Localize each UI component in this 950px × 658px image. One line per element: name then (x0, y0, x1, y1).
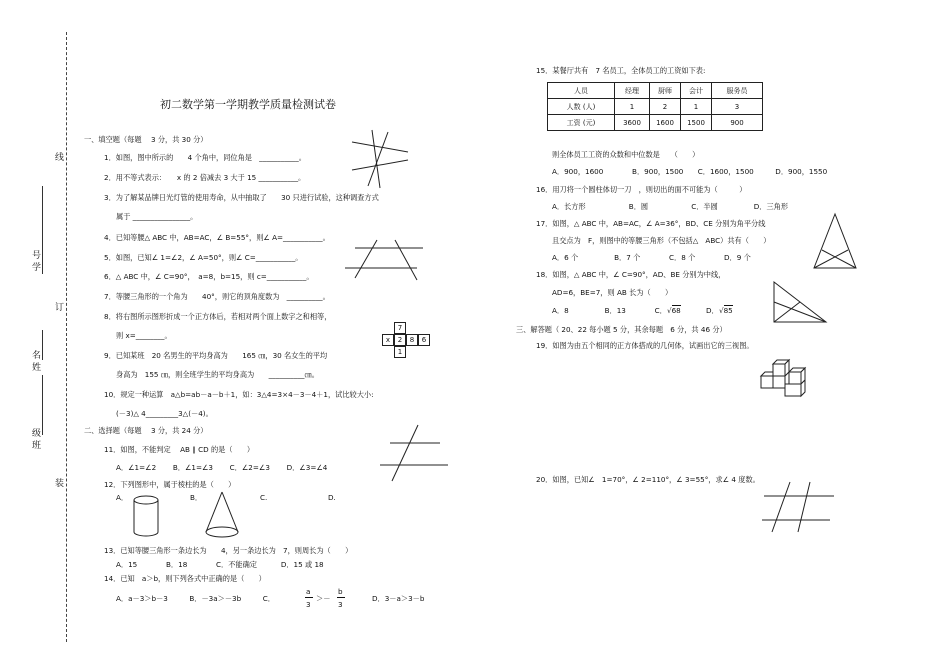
question-12-option-c: C. (260, 493, 268, 502)
figure-four-angles (350, 130, 410, 190)
question-10: 10．规定一种运算 a△b=ab－a－b＋1，如：3△4=3×4－3－4＋1，试比较大小: (104, 390, 374, 399)
question-1: 1．如图，图中所示的 4 个角中，同位角是 ___________。 (104, 153, 306, 162)
fraction-a-numerator: a (306, 587, 311, 596)
question-13: 13．已知等腰三角形一条边长为 4，另一条边长为 7，则周长为（ ） (104, 546, 353, 555)
table-cell: 人数 (人) (548, 99, 615, 115)
cube-net-cell-2: 2 (394, 334, 406, 346)
margin-rule-2 (42, 330, 43, 360)
table-header-cell: 厨师 (650, 83, 681, 99)
figure-q12-shapes (130, 490, 270, 545)
sqrt-68: √68 (667, 306, 681, 315)
question-4: 4．已知等腰△ ABC 中，AB=AC，∠ B=55°，则∠ A=___________。 (104, 233, 330, 242)
question-16-options: A．长方形 B．圆 C．半圆 D．三角形 (552, 202, 789, 211)
margin-label-line: 线 (55, 153, 65, 163)
question-11: 11．如图，不能判定 AB ∥ CD 的是（ ） (104, 445, 255, 454)
cube-net-cell-8: 8 (406, 334, 418, 346)
question-13-options: A．15 B．18 C．不能确定 D．15 或 18 (116, 560, 324, 569)
figure-q19-cubes (755, 360, 819, 402)
margin-label-name-2: 姓 (32, 363, 42, 373)
question-16: 16．用刀将一个圆柱体切一刀 ，则切出的面不可能为（ ） (536, 185, 747, 194)
section-fill-blank: 一、填空题（每题 3 分，共 30 分） (84, 135, 208, 144)
fraction-b-denominator: 3 (338, 600, 343, 609)
cube-net-cell-x: x (382, 334, 394, 346)
cube-net-cell-1: 1 (394, 346, 406, 358)
table-header-cell: 服务员 (712, 83, 763, 99)
margin-label-number-1: 号 (32, 251, 42, 261)
table-cell: 2 (650, 99, 681, 115)
figure-q20-lines (760, 482, 836, 534)
question-2: 2．用不等式表示： x 的 2 倍减去 3 大于 15 ___________。 (104, 173, 306, 182)
q14c-compare: ＞－ (316, 594, 331, 603)
table-row (548, 83, 763, 99)
margin-label-seal: 装 (55, 479, 65, 489)
margin-label-number-2: 学 (32, 263, 42, 273)
sqrt-68-radicand: 68 (671, 306, 681, 315)
question-5: 5．如图，已知∠ 1=∠2，∠ A=50°，则∠ C=___________。 (104, 253, 303, 262)
table-header-cell: 经理 (615, 83, 650, 99)
table-cell: 1 (615, 99, 650, 115)
fraction-b-bar (337, 597, 345, 598)
table-row (548, 99, 763, 115)
question-15-stem: 则全体员工工资的众数和中位数是 （ ） (552, 150, 700, 159)
question-6: 6．△ ABC 中，∠ C=90°， a=8，b=15，则 c=___________。 (104, 272, 314, 281)
figure-q5 (345, 240, 425, 280)
margin-label-bind: 订 (55, 303, 65, 313)
question-15: 15．某餐厅共有 7 名员工，全体员工的工资如下表: (536, 66, 706, 75)
table-row (548, 115, 763, 131)
table-header-cell: 会计 (681, 83, 712, 99)
question-8: 8．将右图所示图形折成一个正方体后，若相对两个面上数字之和相等， (104, 312, 332, 321)
question-3: 3．为了解某品牌日光灯管的使用寿命，从中抽取了 30 只进行试验，这种调查方式 (104, 193, 379, 202)
fraction-a-denominator: 3 (306, 600, 311, 609)
question-12: 12．下列图形中，属于棱柱的是（ ） (104, 480, 236, 489)
table-cell: 1 (681, 99, 712, 115)
table-cell: 工资 (元) (548, 115, 615, 131)
table-cell: 1600 (650, 115, 681, 131)
section-solutions: 三、解答题（ 20、22 每小题 5 分，其余每题 6 分，共 46 分） (516, 325, 727, 334)
question-17-options: A．6 个 B．7 个 C．8 个 D．9 个 (552, 253, 751, 262)
table-cell: 3 (712, 99, 763, 115)
table-header-cell: 人员 (548, 83, 615, 99)
margin-label-class-1: 级 (32, 429, 42, 439)
question-14: 14．已知 a＞b，则下列各式中正确的是（ ） (104, 574, 266, 583)
question-9: 9．已知某班 20 名男生的平均身高为 165 ㎝，30 名女生的平均 (104, 351, 328, 360)
question-18: 18．如图，△ ABC 中，∠ C=90°，AD、BE 分别为中线， (536, 270, 726, 279)
figure-q18-triangle (770, 280, 830, 326)
question-15-options: A．900，1600 B．900，1500 C．1600，1500 D．900，1550 (552, 167, 828, 176)
question-12-option-b: B． (190, 493, 203, 502)
fraction-a-bar (305, 597, 313, 598)
margin-label-class-2: 班 (32, 441, 42, 451)
question-8-cont: 则 x=________。 (116, 331, 172, 340)
question-19: 19．如图为由五个相同的正方体搭成的几何体，试画出它的三视图。 (536, 341, 754, 350)
question-14-options-ab: A．a－3＞b－3 B．－3a＞－3b C． (116, 594, 275, 603)
section-multiple-choice: 二、选择题（每题 3 分，共 24 分） (84, 426, 208, 435)
fraction-b-numerator: b (338, 587, 343, 596)
cube-net-cell-6: 6 (418, 334, 430, 346)
table-cell: 1500 (681, 115, 712, 131)
binding-dashed-line (66, 32, 67, 642)
question-12-option-a: A． (116, 493, 129, 502)
question-18-cont: AD=6，BE=7，则 AB 长为（ ） (552, 288, 673, 297)
question-14-option-d: D．3－a＞3－b (372, 594, 425, 603)
sqrt-85-radicand: 85 (723, 306, 733, 315)
question-9-cont: 身高为 155 ㎝，则全班学生的平均身高为 __________㎝。 (116, 370, 319, 379)
question-11-options: A．∠1=∠2 B．∠1=∠3 C．∠2=∠3 D．∠3=∠4 (116, 463, 328, 472)
table-cell: 3600 (615, 115, 650, 131)
cube-net-cell-7: 7 (394, 322, 406, 334)
question-20: 20．如图，已知∠ 1=70°，∠ 2=110°，∠ 3=55°，求∠ 4 度数。 (536, 475, 760, 484)
question-17-cont: 且交点为 F，则图中的等腰三角形（不包括△ ABC）共有（ ） (552, 236, 771, 245)
question-10-cont: (－3)△ 4_________3△(－4)。 (116, 409, 213, 418)
exam-title: 初二数学第一学期教学质量检测试卷 (160, 98, 336, 111)
figure-q11 (380, 425, 460, 485)
question-18-option-d: D． (706, 306, 719, 315)
question-18-options: A．8 B．13 C． (552, 306, 667, 315)
sqrt-85: √85 (719, 306, 733, 315)
margin-rule-3 (42, 375, 43, 435)
figure-q17-triangle (812, 212, 858, 272)
margin-rule-1 (42, 186, 43, 274)
question-17: 17．如图，△ ABC 中，AB=AC，∠ A=36°，BD、CE 分别为角平分线 (536, 219, 766, 228)
cube-net (378, 322, 438, 358)
question-12-option-d: D. (328, 493, 336, 502)
margin-label-name-1: 名 (32, 351, 42, 361)
question-7: 7．等腰三角形的一个角为 40°，则它的顶角度数为 __________。 (104, 292, 330, 301)
wage-table (547, 82, 763, 131)
table-cell: 900 (712, 115, 763, 131)
question-3-cont: 属于 ________________。 (116, 212, 198, 221)
